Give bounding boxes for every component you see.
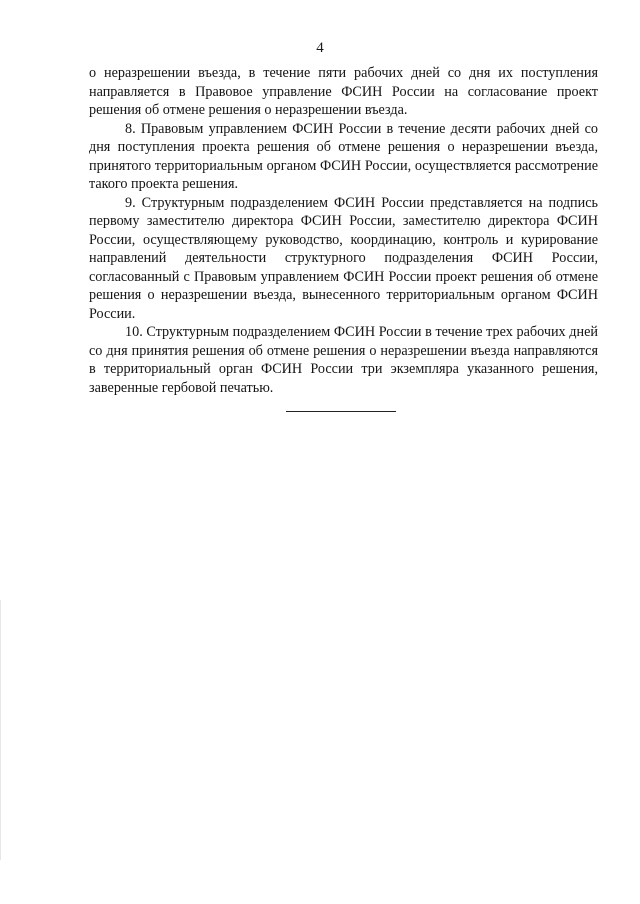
paragraph-9: 9. Структурным подразделением ФСИН России представляется на подпись первому заместителю директора ФСИН России, заместителю директора ФСИН России, осуществляющему руководство, координацию, контроль и курирование направлений деятельности структурного подразделения ФСИН России, согласованный с Правовым управлением ФСИН России проект решения об отмене решения о неразрешении въезда, вынесенного территориальным органом ФСИН России.: [89, 194, 598, 322]
end-separator-line: [286, 411, 396, 412]
scan-edge-mark: [0, 600, 1, 860]
paragraph-continuation: о неразрешении въезда, в течение пяти рабочих дней со дня их поступления направляется в Правовое управление ФСИН России на согласование проект решения об отмене решения о неразрешении въезда.: [89, 65, 598, 118]
paragraph-10: 10. Структурным подразделением ФСИН России в течение трех рабочих дней со дня принятия решения об отмене решения о неразрешении въезда направляются в территориальный орган ФСИН России три экземпляра указанного решения, заверенные гербовой печатью.: [89, 324, 598, 396]
page-number: 4: [316, 40, 324, 56]
paragraph-8: 8. Правовым управлением ФСИН России в течение десяти рабочих дней со дня поступления проекта решения об отмене решения о неразрешении въезда, принятого территориальным органом ФСИН России, осуществляется рассмотрение такого проекта решения.: [89, 120, 598, 192]
document-body: [89, 64, 598, 397]
